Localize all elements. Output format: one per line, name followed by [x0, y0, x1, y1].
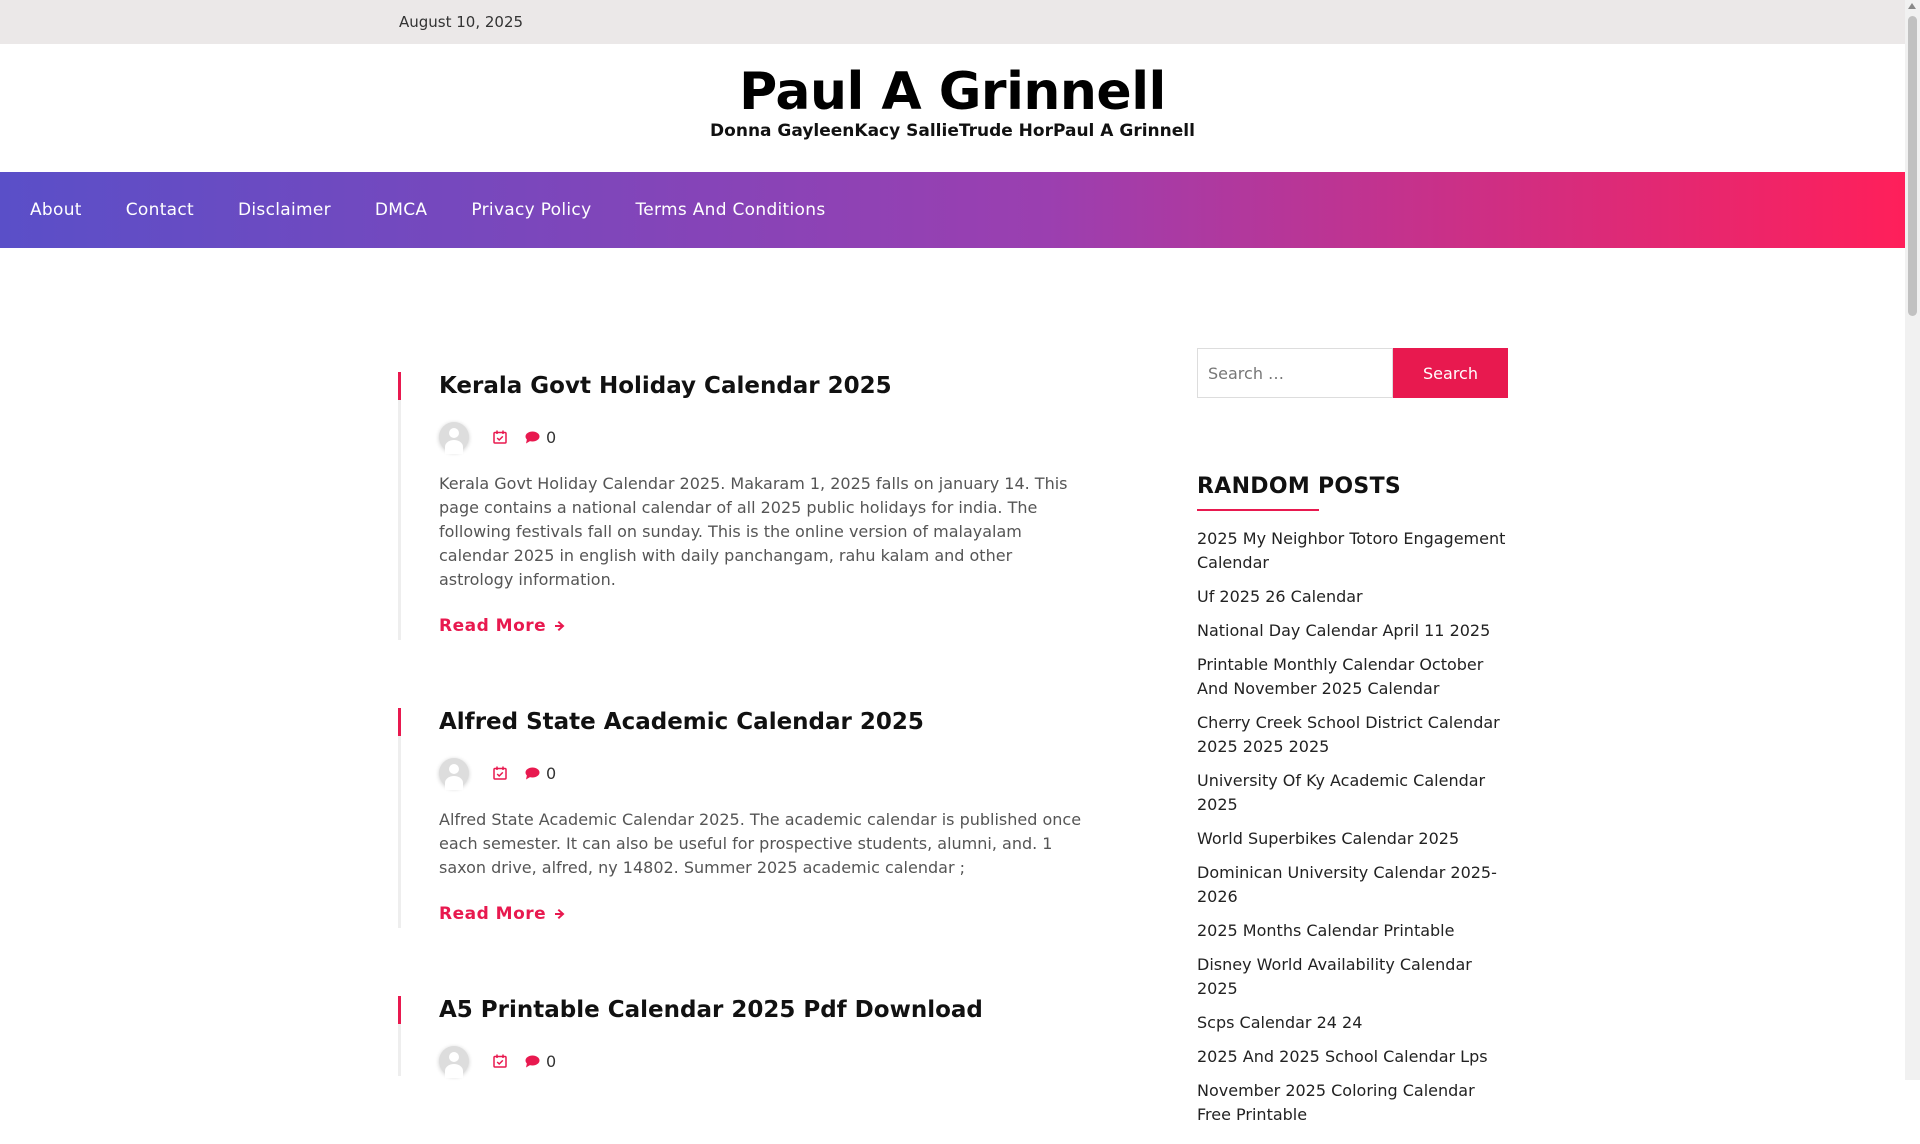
post-meta — [439, 422, 1098, 452]
nav-item-about[interactable]: About — [30, 200, 82, 220]
search-form — [1197, 348, 1508, 398]
sidebar — [1197, 348, 1508, 1137]
calendar-check-icon[interactable] — [493, 1054, 507, 1068]
post-excerpt: Alfred State Academic Calendar 2025. The academic calendar is published once each semester. It can also be useful for prospective students, alumni, and. 1 saxon drive, alfred, ny 14802. Summer 2025 academic calendar ; — [439, 810, 1082, 877]
read-more-label: Read More — [439, 904, 547, 924]
random-post-link[interactable]: Cherry Creek School District Calendar 2025 2025 2025 — [1197, 713, 1500, 756]
random-post-link[interactable]: Uf 2025 26 Calendar — [1197, 587, 1363, 606]
calendar-check-icon[interactable] — [493, 430, 507, 444]
random-post-link[interactable]: 2025 My Neighbor Totoro Engagement Calendar — [1197, 529, 1506, 572]
comment-count[interactable]: 0 — [546, 763, 557, 783]
top-bar — [0, 0, 1905, 44]
random-post-link[interactable]: World Superbikes Calendar 2025 — [1197, 829, 1460, 848]
arrow-right-icon — [554, 908, 566, 920]
calendar-check-icon[interactable] — [493, 766, 507, 780]
post-meta — [439, 1046, 1098, 1076]
page-scrollbar[interactable] — [1905, 0, 1920, 1080]
random-posts-list — [1197, 527, 1508, 1127]
comment-icon[interactable] — [525, 767, 540, 780]
post-card — [398, 372, 1098, 640]
random-post-link[interactable]: Printable Monthly Calendar October And November 2025 Calendar — [1197, 655, 1484, 698]
comment-icon[interactable] — [525, 1055, 540, 1068]
site-title[interactable]: Paul A Grinnell — [739, 62, 1166, 122]
current-date: August 10, 2025 — [399, 13, 524, 31]
nav-item-privacy-policy[interactable]: Privacy Policy — [471, 200, 592, 220]
comment-count[interactable]: 0 — [546, 427, 557, 447]
scroll-up-arrow-icon[interactable] — [1908, 3, 1916, 9]
random-post-link[interactable]: 2025 Months Calendar Printable — [1197, 921, 1455, 940]
nav-item-contact[interactable]: Contact — [125, 200, 195, 220]
site-description: Donna GayleenKacy SallieTrude HorPaul A Grinnell — [710, 121, 1195, 141]
search-button[interactable]: Search — [1393, 348, 1508, 398]
nav-item-terms-and-conditions[interactable]: Terms And Conditions — [635, 200, 826, 220]
author-avatar[interactable] — [439, 758, 469, 788]
scrollbar-thumb[interactable] — [1908, 16, 1917, 316]
read-more-link[interactable] — [439, 616, 566, 640]
comment-icon[interactable] — [525, 431, 540, 444]
random-post-link[interactable]: Dominican University Calendar 2025-2026 — [1197, 863, 1497, 906]
random-post-link[interactable]: November 2025 Coloring Calendar Free Printable — [1197, 1081, 1475, 1124]
read-more-link[interactable] — [439, 904, 566, 928]
post-card — [398, 996, 1098, 1076]
random-post-link[interactable]: Scps Calendar 24 24 — [1197, 1013, 1363, 1032]
author-avatar[interactable] — [439, 422, 469, 452]
random-post-link[interactable]: National Day Calendar April 11 2025 — [1197, 621, 1491, 640]
arrow-right-icon — [554, 620, 566, 632]
main-navigation — [0, 172, 1905, 248]
widget-title-underline — [1197, 509, 1319, 511]
search-input[interactable] — [1197, 348, 1393, 398]
nav-item-disclaimer[interactable]: Disclaimer — [238, 200, 331, 220]
post-card — [398, 708, 1098, 928]
post-excerpt: Kerala Govt Holiday Calendar 2025. Makaram 1, 2025 falls on january 14. This page contains a national calendar of all 2025 public holidays for india. The following festivals fall on sunday. This is the online version of malayalam calendar 2025 in english with daily panchangam, rahu kalam and other astrology information. — [439, 474, 1068, 589]
post-title[interactable]: Kerala Govt Holiday Calendar 2025 — [439, 373, 892, 399]
random-post-link[interactable]: University Of Ky Academic Calendar 2025 — [1197, 771, 1486, 814]
site-branding — [0, 44, 1905, 172]
post-title[interactable]: Alfred State Academic Calendar 2025 — [439, 709, 924, 735]
random-posts-title: RANDOM POSTS — [1197, 474, 1402, 499]
comment-count[interactable]: 0 — [546, 1051, 557, 1071]
nav-item-dmca[interactable]: DMCA — [374, 200, 428, 220]
random-post-link[interactable]: 2025 And 2025 School Calendar Lps — [1197, 1047, 1488, 1066]
post-list — [398, 372, 1098, 1144]
random-post-link[interactable]: Disney World Availability Calendar 2025 — [1197, 955, 1472, 998]
read-more-label: Read More — [439, 616, 547, 636]
author-avatar[interactable] — [439, 1046, 469, 1076]
post-meta — [439, 758, 1098, 788]
post-title[interactable]: A5 Printable Calendar 2025 Pdf Download — [439, 997, 983, 1023]
